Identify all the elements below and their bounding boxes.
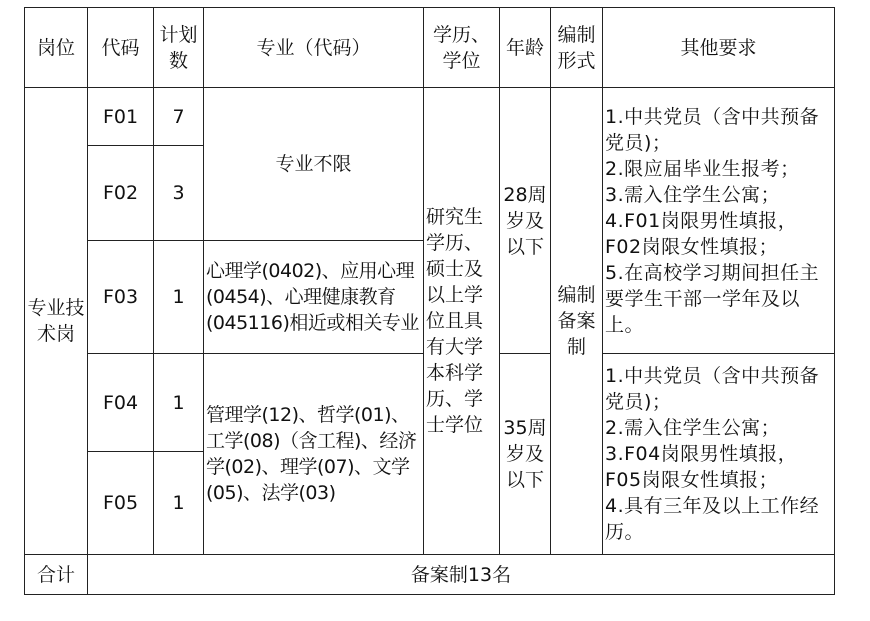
requirement-item: 3.需入住学生公寓； <box>605 183 781 206</box>
post-name-cell: 专业技术岗 <box>25 88 88 555</box>
code-cell: F02 <box>88 146 154 241</box>
total-row <box>25 555 835 595</box>
total-label: 合计 <box>25 555 88 595</box>
plan-cell: 1 <box>154 241 204 354</box>
header-plan: 计划数 <box>154 8 204 88</box>
code-cell: F03 <box>88 241 154 354</box>
code-cell: F05 <box>88 452 154 555</box>
age-cell-1: 28周岁及以下 <box>500 88 551 354</box>
requirement-item: 5.在高校学习期间担任主要学生干部一学年及以上。 <box>605 261 820 336</box>
table-row <box>25 88 835 146</box>
requirement-item: 1.中共党员（含中共预备党员)； <box>605 365 820 413</box>
age-cell-2: 35周岁及以下 <box>500 354 551 555</box>
header-row <box>25 8 835 88</box>
code-cell: F01 <box>88 88 154 146</box>
plan-cell: 3 <box>154 146 204 241</box>
education-cell: 研究生学历、硕士及以上学位且具有大学本科学历、学士学位 <box>424 88 500 555</box>
requirement-item: 2.限应届毕业生报考； <box>605 157 800 180</box>
header-other: 其他要求 <box>603 8 835 88</box>
requirement-item: 1.中共党员（含中共预备党员)； <box>605 105 820 154</box>
major-unlimited-cell: 专业不限 <box>204 88 424 241</box>
requirement-item: 3.F04岗限男性填报，F05岗限女性填报； <box>605 443 798 491</box>
requirements-cell-2 <box>603 354 835 555</box>
code-cell: F04 <box>88 354 154 452</box>
plan-cell: 1 <box>154 354 204 452</box>
header-major: 专业（代码） <box>204 8 424 88</box>
major-psychology-cell: 心理学(0402)、应用心理(0454)、心理健康教育(045116)相近或相关专业 <box>204 241 424 354</box>
requirements-cell-1 <box>603 88 835 354</box>
header-staffing: 编制形式 <box>551 8 603 88</box>
requirement-item: 4.F01岗限男性填报，F02岗限女性填报； <box>605 209 798 258</box>
recruitment-table <box>24 7 835 595</box>
total-value: 备案制13名 <box>88 555 835 595</box>
staffing-cell: 编制备案制 <box>551 88 603 555</box>
header-post: 岗位 <box>25 8 88 88</box>
major-general-cell: 管理学(12)、哲学(01)、工学(08)（含工程)、经济学(02)、理学(07)、文学(05)、法学(03) <box>204 354 424 555</box>
requirement-item: 4.具有三年及以上工作经历。 <box>605 495 820 543</box>
header-education: 学历、学位 <box>424 8 500 88</box>
plan-cell: 1 <box>154 452 204 555</box>
header-code: 代码 <box>88 8 154 88</box>
header-age: 年龄 <box>500 8 551 88</box>
plan-cell: 7 <box>154 88 204 146</box>
requirement-item: 2.需入住学生公寓； <box>605 417 781 439</box>
